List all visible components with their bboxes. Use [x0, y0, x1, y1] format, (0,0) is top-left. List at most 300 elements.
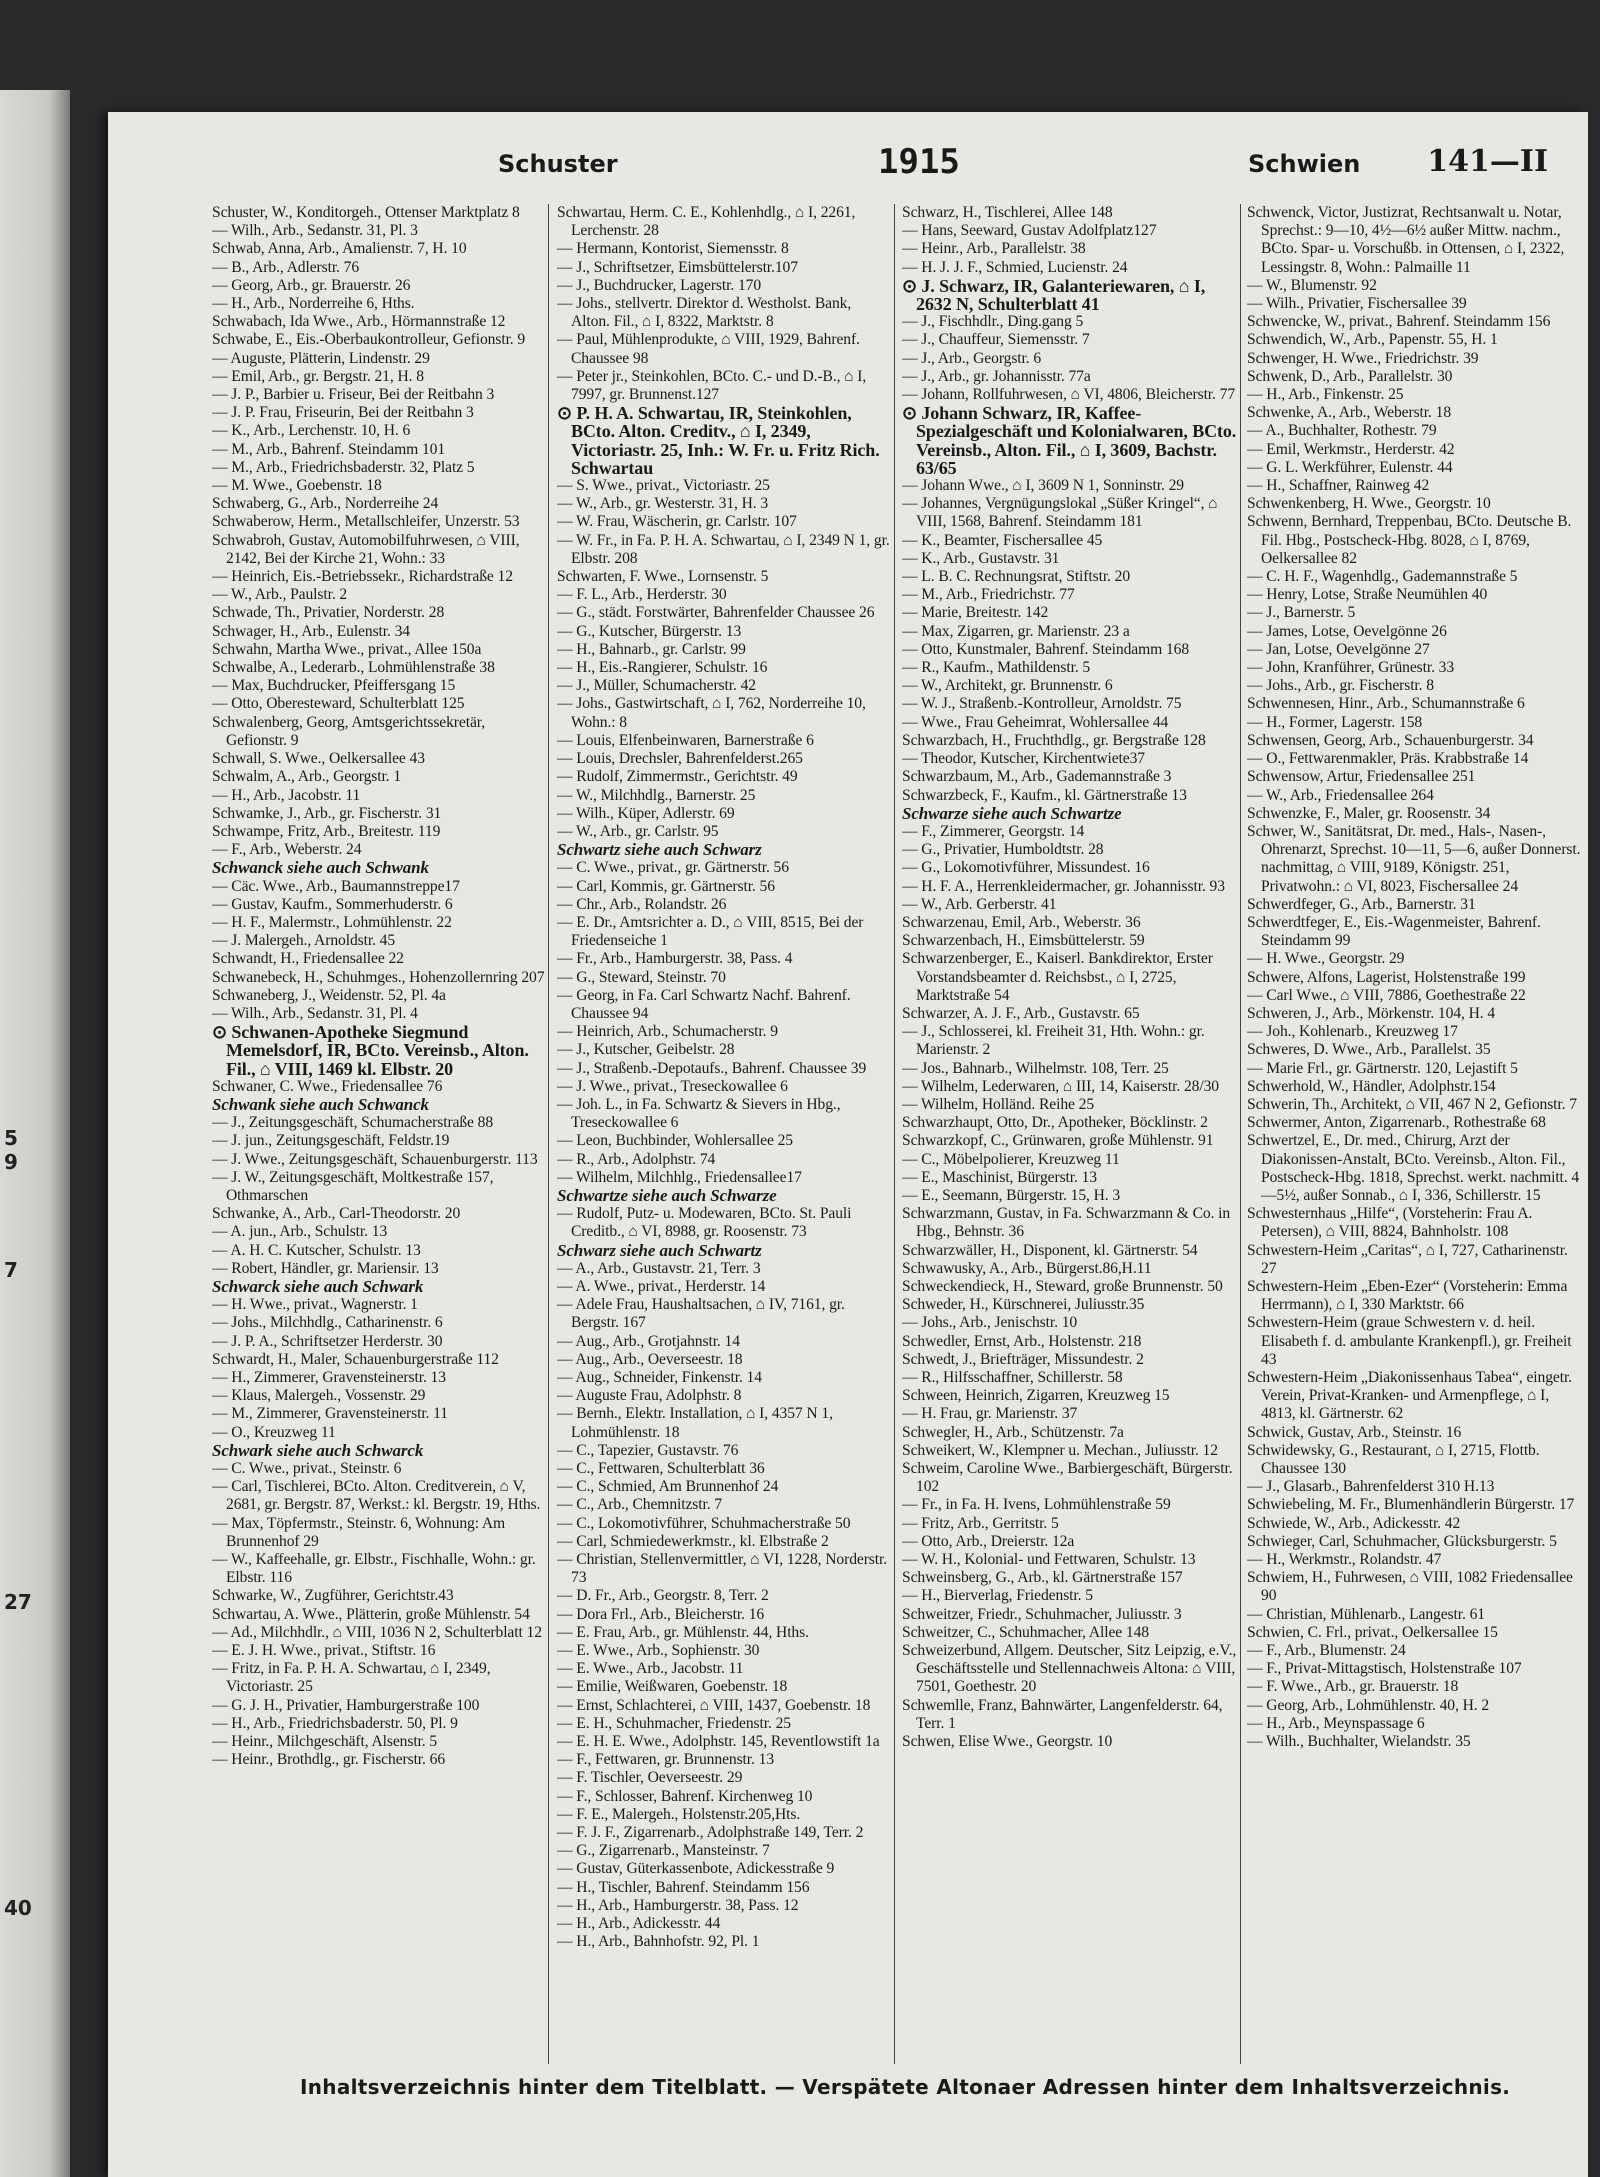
directory-entry: — W. Frau, Wäscherin, gr. Carlstr. 107	[557, 513, 797, 531]
directory-entry: Schwerdtfeger, E., Eis.-Wagenmeister, Bahrenf. Steindamm 99	[1247, 913, 1541, 950]
directory-entry: — W. J., Straßenb.-Kontrolleur, Arnoldstr. 75	[902, 695, 1182, 713]
directory-entry: — J. P. A., Schriftsetzer Herderstr. 30	[212, 1332, 443, 1350]
directory-entry: — M., Arb., Friedrichsbaderstr. 32, Platz 5	[212, 458, 475, 476]
directory-entry: Schweikert, W., Klempner u. Mechan., Juliusstr. 12	[902, 1441, 1218, 1459]
page-footer: Inhaltsverzeichnis hinter dem Titelblatt. — Verspätete Altonaer Adressen hinter dem Inhaltsverzeichnis.	[300, 2075, 1511, 2099]
directory-entry: — G. J. H., Privatier, Hamburgerstraße 100	[212, 1696, 480, 1714]
directory-entry: — Heinrich, Arb., Schumacherstr. 9	[557, 1023, 778, 1041]
directory-entry: Schwalenberg, Georg, Amtsgerichtssekretär, Gefionstr. 9	[212, 713, 486, 749]
directory-entry: Schwenger, H. Wwe., Friedrichstr. 39	[1247, 349, 1479, 367]
directory-entry: — Wilh., Arb., Sedanstr. 31, Pl. 3	[212, 222, 418, 240]
directory-entry: Schwanebeck, H., Schuhmges., Hohenzollernring 207	[212, 968, 545, 986]
directory-entry: Schwermer, Anton, Zigarrenarb., Rothestraße 68	[1247, 1114, 1546, 1132]
directory-entry: — G., Privatier, Humboldtstr. 28	[902, 841, 1104, 859]
directory-entry: — John, Kranführer, Grünestr. 33	[1247, 659, 1455, 677]
directory-entry: — A., Buchhalter, Rothestr. 79	[1247, 422, 1437, 440]
directory-entry: — Christian, Stellenvermittler, ⌂ VI, 1228, Norderstr. 73	[557, 1551, 888, 1587]
directory-entry: — M., Arb., Friedrichstr. 77	[902, 586, 1075, 604]
directory-entry: — Wilhelm, Lederwaren, ⌂ III, 14, Kaiserstr. 28/30	[902, 1077, 1219, 1095]
directory-entry: Schwiebeling, M. Fr., Blumenhändlerin Bürgerstr. 17	[1247, 1496, 1575, 1514]
directory-entry: — Gustav, Kaufm., Sommerhuderstr. 6	[212, 895, 453, 913]
directory-entry: — C. Wwe., privat., Steinstr. 6	[212, 1460, 402, 1478]
directory-entry: — G., städt. Forstwärter, Bahrenfelder Chaussee 26	[557, 604, 875, 622]
directory-entry: Schwabe, E., Eis.-Oberbaukontrolleur, Gefionstr. 9	[212, 331, 526, 349]
directory-entry: — Johannes, Vergnügungslokal „Süßer Kringel“, ⌂ VIII, 1568, Bahrenf. Steindamm 181	[902, 495, 1218, 531]
directory-entry: Schwidewsky, G., Restaurant, ⌂ I, 2715, Flottb. Chaussee 130	[1247, 1441, 1540, 1478]
directory-entry: Schwager, H., Arb., Eulenstr. 34	[212, 622, 410, 640]
directory-entry: — H., Arb., Hamburgerstr. 38, Pass. 12	[557, 1896, 799, 1914]
directory-entry: — K., Arb., Gustavstr. 31	[902, 549, 1060, 567]
directory-entry: — H., Former, Lagerstr. 158	[1247, 713, 1423, 731]
directory-entry: — Peter jr., Steinkohlen, BCto. C.- und D.-B., ⌂ I, 7997, gr. Brunnenst.127	[557, 367, 867, 404]
directory-entry: — J., Straßenb.-Depotaufs., Bahrenf. Chaussee 39	[557, 1059, 867, 1077]
directory-entry: — Rudolf, Putz- u. Modewaren, BCto. St. Pauli Creditb., ⌂ VI, 8988, gr. Roosenstr. 73	[557, 1205, 852, 1241]
directory-entry: — O., Kreuzweg 11	[212, 1423, 336, 1441]
directory-entry: — H. F. A., Herrenkleidermacher, gr. Johannisstr. 93	[902, 877, 1225, 895]
directory-entry: — A. Wwe., privat., Herderstr. 14	[557, 1277, 766, 1295]
directory-entry: Schwestern-Heim (graue Schwestern v. d. heil. Elisabeth f. d. ambulante Krankenpfl.), gr. Freiheit 43	[1247, 1314, 1572, 1368]
company-entry: ⊙ Johann Schwarz, IR, Kaffee-Spezialgeschäft und Kolonialwaren, BCto. Vereinsb., Alton. Fil., ⌂ I, 3609, Bachstr. 63/65	[902, 403, 1237, 478]
directory-entry: — J. Wwe., Zeitungsgeschäft, Schauenburgerstr. 113	[212, 1150, 538, 1168]
directory-entry: — Ernst, Schlachterei, ⌂ VIII, 1437, Goebenstr. 18	[557, 1696, 871, 1714]
directory-entry: — E. Wwe., Arb., Jacobstr. 11	[557, 1660, 744, 1678]
directory-entry: — C., Schmied, Am Brunnenhof 24	[557, 1478, 779, 1496]
directory-entry: — Louis, Drechsler, Bahrenfelderst.265	[557, 750, 803, 768]
directory-entry: — Johs., Arb., Jenischstr. 10	[902, 1314, 1078, 1332]
directory-entry: — E., Maschinist, Bürgerstr. 13	[902, 1168, 1097, 1186]
directory-entry: — W., Arb., gr. Carlstr. 95	[557, 822, 719, 840]
directory-entry: — Emilie, Weißwaren, Goebenstr. 18	[557, 1678, 788, 1696]
directory-entry: — Marie, Breitestr. 142	[902, 604, 1049, 622]
directory-entry: Schwalm, A., Arb., Georgstr. 1	[212, 768, 402, 786]
directory-entry: Schwere, Alfons, Lagerist, Holstenstraße 199	[1247, 968, 1526, 986]
directory-entry: Schwarz, H., Tischlerei, Allee 148	[902, 204, 1113, 221]
directory-entry: — H. Wwe., Georgstr. 29	[1247, 950, 1405, 968]
directory-entry: — Johs., stellvertr. Direktor d. Westholst. Bank, Alton. Fil., ⌂ I, 8322, Marktstr. 8	[557, 295, 852, 331]
directory-entry: — Henry, Lotse, Straße Neumühlen 40	[1247, 586, 1488, 604]
directory-entry: Schwemlle, Franz, Bahnwärter, Langenfelderstr. 64, Terr. 1	[902, 1696, 1223, 1732]
directory-entry: — Wilh., Buchhalter, Wielandstr. 35	[1247, 1733, 1471, 1751]
directory-entry: — E. Dr., Amtsrichter a. D., ⌂ VIII, 8515, Bei der Friedenseiche 1	[557, 913, 864, 950]
page-header	[168, 142, 1548, 194]
directory-entry: — R., Arb., Adolphstr. 74	[557, 1150, 716, 1168]
directory-entry: — W., Milchhdlg., Barnerstr. 25	[557, 786, 756, 804]
directory-entry: Schweitzer, C., Schuhmacher, Allee 148	[902, 1623, 1149, 1641]
directory-entry: — J., Zeitungsgeschäft, Schumacherstraße 88	[212, 1114, 494, 1132]
directory-entry: — Heinr., Brothdlg., gr. Fischerstr. 66	[212, 1751, 446, 1769]
directory-entry: Schwaneberg, J., Weidenstr. 52, Pl. 4a	[212, 986, 446, 1004]
directory-entry: — Auguste Frau, Adolphstr. 8	[557, 1387, 742, 1405]
directory-entry: Schwendich, W., Arb., Papenstr. 55, H. 1	[1247, 331, 1498, 349]
directory-entry: — Max, Zigarren, gr. Marienstr. 23 a	[902, 622, 1130, 640]
directory-entry: — J. jun., Zeitungsgeschäft, Feldstr.19	[212, 1132, 450, 1150]
directory-entry: — J., Chauffeur, Siemensstr. 7	[902, 331, 1090, 349]
directory-entry: — W., Arb., gr. Westerstr. 31, H. 3	[557, 495, 769, 513]
directory-entry: — Heinr., Arb., Parallelstr. 38	[902, 240, 1086, 258]
directory-entry: — C., Fettwaren, Schulterblatt 36	[557, 1460, 765, 1478]
directory-entry: Schwenkenberg, H. Wwe., Georgstr. 10	[1247, 495, 1491, 513]
directory-entry: Schwartau, Herm. C. E., Kohlenhdlg., ⌂ I, 2261, Lerchenstr. 28	[557, 204, 856, 240]
directory-entry: Schwestern-Heim „Caritas“, ⌂ I, 727, Catharinenstr. 27	[1247, 1241, 1568, 1277]
directory-entry: — H., Arb., Jacobstr. 11	[212, 786, 361, 804]
directory-entry: Schwarzer, A. J. F., Arb., Gustavstr. 65	[902, 1004, 1140, 1022]
directory-entry: — M., Zimmerer, Gravensteinerstr. 11	[212, 1405, 448, 1423]
directory-entry: — Fritz, in Fa. P. H. A. Schwartau, ⌂ I, 2349, Victoriastr. 25	[212, 1660, 491, 1696]
directory-entry: — W., Arb., Friedensallee 264	[1247, 786, 1434, 804]
directory-entry: Schwarke, W., Zugführer, Gerichtstr.43	[212, 1587, 454, 1605]
directory-entry: — H., Arb., Finkenstr. 25	[1247, 386, 1404, 404]
directory-entry: Schwenke, A., Arb., Weberstr. 18	[1247, 404, 1452, 422]
directory-entry: — C., Lokomotivführer, Schuhmacherstraße 50	[557, 1514, 851, 1532]
directory-entry: — G., Steward, Steinstr. 70	[557, 968, 726, 986]
directory-entry: — Johs., Gastwirtschaft, ⌂ I, 762, Norderreihe 10, Wohn.: 8	[557, 695, 866, 731]
directory-entry: — G., Zigarrenarb., Mansteinstr. 7	[557, 1842, 770, 1860]
directory-entry: — J. Wwe., privat., Treseckowallee 6	[557, 1077, 788, 1095]
directory-entry: Schwanke, A., Arb., Carl-Theodorstr. 20	[212, 1205, 461, 1223]
directory-entry: — W., Blumenstr. 92	[1247, 276, 1377, 294]
directory-entry: Schwarzbach, H., Fruchthdlg., gr. Bergstraße 128	[902, 731, 1206, 749]
directory-entry: Schwawusky, A., Arb., Bürgerst.86,H.11	[902, 1259, 1152, 1277]
directory-entry: — Wwe., Frau Geheimrat, Wohlersallee 44	[902, 713, 1169, 731]
cross-reference: Schwark siehe auch Schwarck	[212, 1440, 424, 1460]
directory-entry: — B., Arb., Adlerstr. 76	[212, 258, 360, 276]
directory-entry: — E. Frau, Arb., gr. Mühlenstr. 44, Hths.	[557, 1623, 809, 1641]
margin-number: 27	[4, 1590, 32, 1614]
directory-entry: — Otto, Kunstmaler, Bahrenf. Steindamm 168	[902, 640, 1190, 658]
directory-entry: — F., Schlosser, Bahrenf. Kirchenweg 10	[557, 1787, 813, 1805]
directory-entry: Schwenn, Bernhard, Treppenbau, BCto. Deutsche B. Fil. Hbg., Postscheck-Hbg. 8028, ⌂ I, 8769, Oelkersallee 82	[1247, 513, 1572, 567]
column-4	[1247, 204, 1582, 2074]
cross-reference: Schwarck siehe auch Schwark	[212, 1276, 424, 1296]
directory-entry: — Georg, in Fa. Carl Schwartz Nachf. Bahrenf. Chaussee 94	[557, 986, 851, 1022]
directory-entry: — Christian, Mühlenarb., Langestr. 61	[1247, 1605, 1485, 1623]
directory-entry: — O., Fettwarenmakler, Präs. Krabbstraße 14	[1247, 750, 1529, 768]
company-entry: ⊙ Schwanen-Apotheke Siegmund Memelsdorf, IR, BCto. Vereinsb., Alton. Fil., ⌂ VIII, 1469 kl. Elbstr. 20	[212, 1022, 529, 1079]
directory-entry: Schwerin, Th., Architekt, ⌂ VII, 467 N 2, Gefionstr. 7	[1247, 1095, 1577, 1113]
directory-entry: Schwampe, Fritz, Arb., Breitestr. 119	[212, 822, 441, 840]
directory-entry: — Wilhelm, Holländ. Reihe 25	[902, 1095, 1095, 1113]
directory-entry: Schwarzenau, Emil, Arb., Weberstr. 36	[902, 913, 1141, 931]
directory-entry: — H., Bierverlag, Friedenstr. 5	[902, 1587, 1093, 1605]
directory-entry: — C. Wwe., privat., gr. Gärtnerstr. 56	[557, 859, 789, 877]
directory-entry: Schwesternhaus „Hilfe“, (Vorsteherin: Frau A. Petersen), ⌂ VIII, 8824, Bahnholstr. 108	[1247, 1205, 1533, 1241]
directory-entry: — Heinrich, Eis.-Betriebssekr., Richardstraße 12	[212, 568, 513, 586]
directory-entry: Schwarzenbach, H., Eimsbüttelerstr. 59	[902, 932, 1145, 950]
directory-entry: — C., Arb., Chemnitzstr. 7	[557, 1496, 723, 1514]
directory-entry: — W., Architekt, gr. Brunnenstr. 6	[902, 677, 1113, 695]
directory-entry: Schwaberow, Herm., Metallschleifer, Unzerstr. 53	[212, 513, 520, 531]
cross-reference: Schwarze siehe auch Schwartze	[902, 803, 1122, 823]
directory-entry: — Wilhelm, Milchhlg., Friedensallee17	[557, 1168, 802, 1186]
directory-entry: — H. Frau, gr. Marienstr. 37	[902, 1405, 1078, 1423]
directory-entry: — J., Barnerstr. 5	[1247, 604, 1356, 622]
directory-entry: Schwedt, J., Briefträger, Missundestr. 2	[902, 1350, 1144, 1368]
cross-reference: Schwartze siehe auch Schwarze	[557, 1185, 777, 1205]
directory-entry: — H., Bahnarb., gr. Carlstr. 99	[557, 640, 746, 658]
directory-entry: — Otto, Arb., Dreierstr. 12a	[902, 1532, 1075, 1550]
company-entry: ⊙ J. Schwarz, IR, Galanteriewaren, ⌂ I, 2632 N, Schulterblatt 41	[902, 275, 1206, 315]
directory-entry: — Dora Frl., Arb., Bleicherstr. 16	[557, 1605, 765, 1623]
directory-entry: — H., Arb., Bahnhofstr. 92, Pl. 1	[557, 1933, 760, 1951]
directory-entry: — F. Tischler, Oeverseestr. 29	[557, 1769, 743, 1787]
directory-entry: Schwarten, F. Wwe., Lornsenstr. 5	[557, 568, 769, 586]
directory-entry: — W., Kaffeehalle, gr. Elbstr., Fischhalle, Wohn.: gr. Elbstr. 116	[212, 1551, 536, 1587]
directory-entry: — M., Arb., Bahrenf. Steindamm 101	[212, 440, 446, 458]
directory-entry: Schweres, D. Wwe., Arb., Parallelst. 35	[1247, 1041, 1491, 1059]
directory-entry: — J. Malergeh., Arnoldstr. 45	[212, 932, 396, 950]
directory-entry: — K., Arb., Lerchenstr. 10, H. 6	[212, 422, 411, 440]
previous-page-strip	[0, 90, 70, 2177]
directory-entry: — E., Seemann, Bürgerstr. 15, H. 3	[902, 1186, 1121, 1204]
directory-entry: — W., Arb., Paulstr. 2	[212, 586, 348, 604]
directory-entry: — H., Arb., Norderreihe 6, Hths.	[212, 295, 415, 313]
directory-entry: — J., Schlosserei, kl. Freiheit 31, Hth. Wohn.: gr. Marienstr. 2	[902, 1023, 1205, 1059]
directory-entry: Schwieger, Carl, Schuhmacher, Glücksburgerstr. 5	[1247, 1532, 1557, 1550]
directory-entry: Schweizerbund, Allgem. Deutscher, Sitz Leipzig, e.V., Geschäftsstelle und Stellennachweis Altona: ⌂ VIII, 7501, Goethestr. 20	[902, 1642, 1237, 1696]
directory-entry: — Adele Frau, Haushaltsachen, ⌂ IV, 7161, gr. Bergstr. 167	[557, 1296, 845, 1332]
directory-entry: Schwamke, J., Arb., gr. Fischerstr. 31	[212, 804, 442, 822]
directory-entry: — J., Fischhdlr., Ding.gang 5	[902, 313, 1084, 331]
directory-entry: — Emil, Arb., gr. Bergstr. 21, H. 8	[212, 367, 424, 385]
directory-entry: Schwencke, W., privat., Bahrenf. Steindamm 156	[1247, 313, 1551, 331]
directory-entry: — H., Schaffner, Rainweg 42	[1247, 477, 1430, 495]
directory-entry: Schwalbe, A., Lederarb., Lohmühlenstraße 38	[212, 659, 495, 677]
directory-entry: — Fr., in Fa. H. Ivens, Lohmühlenstraße 59	[902, 1496, 1171, 1514]
directory-entry: — J., Schriftsetzer, Eimsbüttelerstr.107	[557, 258, 798, 276]
directory-entry: Schweinsberg, G., Arb., kl. Gärtnerstraße 157	[902, 1569, 1183, 1587]
directory-entry: — W., Arb. Gerberstr. 41	[902, 895, 1057, 913]
directory-entry: — L. B. C. Rechnungsrat, Stiftstr. 20	[902, 568, 1131, 586]
directory-entry: — Hans, Seeward, Gustav Adolfplatz127	[902, 222, 1157, 240]
directory-entry: — W. H., Kolonial- und Fettwaren, Schulstr. 13	[902, 1551, 1196, 1569]
directory-entry: Schwarzmann, Gustav, in Fa. Schwarzmann & Co. in Hbg., Behnstr. 36	[902, 1205, 1231, 1241]
directory-entry: — G., Kutscher, Bürgerstr. 13	[557, 622, 742, 640]
column-2	[557, 204, 892, 2074]
directory-entry: Schwiem, H., Fuhrwesen, ⌂ VIII, 1082 Friedensallee 90	[1247, 1569, 1573, 1605]
directory-entry: Schwiede, W., Arb., Adickesstr. 42	[1247, 1514, 1461, 1532]
directory-entry: — Carl Wwe., ⌂ VIII, 7886, Goethestraße 22	[1247, 986, 1526, 1004]
directory-entry: Schwedler, Ernst, Arb., Holstenstr. 218	[902, 1332, 1142, 1350]
directory-entry: Schwestern-Heim „Eben-Ezer“ (Vorsteherin: Emma Herrmann), ⌂ I, 330 Marktstr. 66	[1247, 1277, 1568, 1314]
directory-entry: Schweckendieck, H., Steward, große Brunnenstr. 50	[902, 1277, 1223, 1295]
directory-entry: — J., Arb., gr. Johannisstr. 77a	[902, 367, 1091, 385]
page-number: 141—II	[1427, 144, 1548, 179]
directory-entry: Schwandt, H., Friedensallee 22	[212, 950, 404, 968]
directory-entry: — C. H. F., Wagenhdlg., Gademannstraße 5	[1247, 568, 1518, 586]
directory-entry: — F. Wwe., Arb., gr. Brauerstr. 18	[1247, 1678, 1459, 1696]
directory-entry: Schwarzbaum, M., Arb., Gademannstraße 3	[902, 768, 1172, 786]
directory-entry: — H., Tischler, Bahrenf. Steindamm 156	[557, 1878, 810, 1896]
directory-entry: — H. F., Malermstr., Lohmühlenstr. 22	[212, 913, 452, 931]
directory-entry: — Gustav, Güterkassenbote, Adickesstraße 9	[557, 1860, 835, 1878]
directory-entry: — Wilh., Privatier, Fischersallee 39	[1247, 295, 1467, 313]
directory-entry: — Georg, Arb., gr. Brauerstr. 26	[212, 276, 411, 294]
directory-entry: — H., Eis.-Rangierer, Schulstr. 16	[557, 659, 768, 677]
directory-entry: — Louis, Elfenbeinwaren, Barnerstraße 6	[557, 731, 814, 749]
directory-entry: — C., Tapezier, Gustavstr. 76	[557, 1441, 739, 1459]
header-last-entry: Schwien	[1248, 150, 1361, 178]
directory-entry: — J. P. Frau, Friseurin, Bei der Reitbahn 3	[212, 404, 474, 422]
directory-entry: Schwick, Gustav, Arb., Steinstr. 16	[1247, 1423, 1462, 1441]
directory-entry: — Marie Frl., gr. Gärtnerstr. 120, Lejastift 5	[1247, 1059, 1518, 1077]
directory-entry: — Emil, Werkmstr., Herderstr. 42	[1247, 440, 1455, 458]
directory-entry: Schwartau, A. Wwe., Plätterin, große Mühlenstr. 54	[212, 1605, 530, 1623]
directory-entry: — Johs., Arb., gr. Fischerstr. 8	[1247, 677, 1434, 695]
directory-entry: — Johs., Milchhdlg., Catharinenstr. 6	[212, 1314, 443, 1332]
directory-entry: — H., Zimmerer, Gravensteinerstr. 13	[212, 1369, 446, 1386]
directory-entry: — Carl, Schmiedewerkmstr., kl. Elbstraße 2	[557, 1532, 829, 1550]
directory-entry: Schween, Heinrich, Zigarren, Kreuzweg 15	[902, 1387, 1170, 1405]
directory-entry: Schwestern-Heim „Diakonissenhaus Tabea“, eingetr. Verein, Privat-Kranken- und Armenpflege, ⌂ I, 4813, kl. Gärtnerstr. 62	[1247, 1369, 1572, 1423]
directory-entry: Schwarzenberger, E., Kaiserl. Bankdirektor, Erster Vorstandsbeamter d. Reichsbst., ⌂ I, 2725, Marktstraße 54	[902, 950, 1213, 1004]
directory-entry: — Wilh., Küper, Adlerstr. 69	[557, 804, 735, 822]
directory-entry: — H. Wwe., privat., Wagnerstr. 1	[212, 1296, 418, 1314]
directory-entry: — M. Wwe., Goebenstr. 18	[212, 477, 382, 495]
directory-entry: — F. E., Malergeh., Holstenstr.205,Hts.	[557, 1805, 801, 1823]
directory-entry: Schwahn, Martha Wwe., privat., Allee 150a	[212, 640, 482, 658]
directory-entry: — F., Arb., Weberstr. 24	[212, 841, 362, 859]
directory-entry: Schwenzke, F., Maler, gr. Roosenstr. 34	[1247, 804, 1491, 822]
directory-entry: — Klaus, Malergeh., Vossenstr. 29	[212, 1387, 426, 1405]
directory-entry: — Rudolf, Zimmermstr., Gerichtstr. 49	[557, 768, 798, 786]
directory-entry: — Robert, Händler, gr. Mariensir. 13	[212, 1259, 439, 1277]
directory-entry: — E. J. H. Wwe., privat., Stiftstr. 16	[212, 1642, 436, 1660]
directory-entry: — Fritz, Arb., Gerritstr. 5	[902, 1514, 1059, 1532]
directory-entry: — C., Möbelpolierer, Kreuzweg 11	[902, 1150, 1120, 1168]
directory-entry: — H., Arb., Friedrichsbaderstr. 50, Pl. 9	[212, 1714, 458, 1732]
directory-entry: — Jos., Bahnarb., Wilhelmstr. 108, Terr. 25	[902, 1059, 1169, 1077]
directory-entry: Schwennesen, Hinr., Arb., Schumannstraße 6	[1247, 695, 1525, 713]
directory-entry: — Leon, Buchbinder, Wohlersallee 25	[557, 1132, 793, 1150]
directory-entry: Schwall, S. Wwe., Oelkersallee 43	[212, 750, 425, 768]
directory-entry: — Max, Töpfermstr., Steinstr. 6, Wohnung: Am Brunnenhof 29	[212, 1514, 506, 1550]
directory-entry: Schwensen, Georg, Arb., Schauenburgerstr. 34	[1247, 731, 1534, 749]
directory-entry: — F., Arb., Blumenstr. 24	[1247, 1642, 1406, 1660]
directory-entry: — E. Wwe., Arb., Sophienstr. 30	[557, 1642, 760, 1660]
directory-entry: — G. L. Werkführer, Eulenstr. 44	[1247, 458, 1453, 476]
directory-entry: Schwenck, Victor, Justizrat, Rechtsanwalt u. Notar, Sprechst.: 9—10, 4½—6½ außer Mittw. nachm., BCto. Spar- u. Vorschußb. in Ottensen, ⌂ I, 2322, Lessingstr. 8, Wohn.: Palmaille 11	[1247, 204, 1565, 276]
directory-entry: — K., Beamter, Fischersallee 45	[902, 531, 1103, 549]
directory-entry: — G., Lokomotivführer, Missundest. 16	[902, 859, 1150, 877]
directory-entry: — Joh. L., in Fa. Schwartz & Sievers in Hbg., Treseckowallee 6	[557, 1095, 841, 1132]
directory-entry: — R., Kaufm., Mathildenstr. 5	[902, 659, 1091, 677]
column-3	[902, 204, 1237, 2074]
directory-entry: Schwabach, Ida Wwe., Arb., Hörmannstraße 12	[212, 313, 506, 331]
directory-entry: Schwegler, H., Arb., Schützenstr. 7a	[902, 1423, 1124, 1441]
directory-entry: — W. Fr., in Fa. P. H. A. Schwartau, ⌂ I, 2349 N 1, gr. Elbstr. 208	[557, 531, 890, 567]
directory-entry: — Joh., Kohlenarb., Kreuzweg 17	[1247, 1023, 1458, 1041]
directory-entry: — A. jun., Arb., Schulstr. 13	[212, 1223, 388, 1241]
directory-entry: Schwarzkopf, C., Grünwaren, große Mühlenstr. 91	[902, 1132, 1214, 1150]
margin-number: 40	[4, 1896, 32, 1920]
margin-number: 7	[4, 1258, 18, 1282]
directory-entry: — J., Kutscher, Geibelstr. 28	[557, 1041, 735, 1059]
directory-entry: — F., Zimmerer, Georgstr. 14	[902, 822, 1085, 840]
directory-entry: — Chr., Arb., Rolandstr. 26	[557, 895, 727, 913]
directory-entry: — Johann Wwe., ⌂ I, 3609 N 1, Sonninstr. 29	[902, 477, 1184, 495]
directory-entry: — Otto, Oberesteward, Schulterblatt 125	[212, 695, 465, 713]
cross-reference: Schwarz siehe auch Schwartz	[557, 1240, 762, 1260]
directory-entry: Schweder, H., Kürschnerei, Juliusstr.35	[902, 1296, 1145, 1314]
directory-entry: — F., Privat-Mittagstisch, Holstenstraße 107	[1247, 1660, 1522, 1678]
cross-reference: Schwanck siehe auch Schwank	[212, 858, 429, 878]
directory-entry: Schwer, W., Sanitätsrat, Dr. med., Hals-, Nasen-, Ohrenarzt, Sprechst. 10—11, 5—6, außer Donnerst. nachmittag, ⌂ VIII, 9189, Königstr. 251, Privatwohn.: ⌂ VI, 8023, Fischersallee 24	[1247, 822, 1581, 895]
directory-entry: — F. J. F., Zigarrenarb., Adolphstraße 149, Terr. 2	[557, 1824, 864, 1842]
directory-entry: — Hermann, Kontorist, Siemensstr. 8	[557, 240, 789, 258]
header-year: 1915	[878, 142, 960, 182]
directory-entry: — Aug., Arb., Grotjahnstr. 14	[557, 1332, 740, 1350]
directory-entry: Schwerdfeger, G., Arb., Barnerstr. 31	[1247, 895, 1476, 913]
directory-entry: Schwarzwäller, H., Disponent, kl. Gärtnerstr. 54	[902, 1241, 1198, 1259]
directory-entry: — H., Arb., Meynspassage 6	[1247, 1714, 1425, 1732]
directory-entry: — Heinr., Milchgeschäft, Alsenstr. 5	[212, 1733, 438, 1751]
directory-entry: — Jan, Lotse, Oevelgönne 27	[1247, 640, 1430, 658]
directory-entry: Schwabroh, Gustav, Automobilfuhrwesen, ⌂ VIII, 2142, Bei der Kirche 21, Wohn.: 33	[212, 531, 520, 567]
directory-entry: — Auguste, Plätterin, Lindenstr. 29	[212, 349, 430, 367]
cross-reference: Schwartz siehe auch Schwarz	[557, 840, 762, 860]
directory-entry: — Cäc. Wwe., Arb., Baumannstreppe17	[212, 877, 460, 895]
directory-entry: — James, Lotse, Oevelgönne 26	[1247, 622, 1447, 640]
directory-entry: — Aug., Arb., Oeverseestr. 18	[557, 1350, 743, 1368]
directory-entry: — J., Arb., Georgstr. 6	[902, 349, 1042, 367]
directory-entry: — A. H. C. Kutscher, Schulstr. 13	[212, 1241, 421, 1259]
directory-entry: — J., Buchdrucker, Lagerstr. 170	[557, 276, 762, 294]
directory-entry: Schwab, Anna, Arb., Amalienstr. 7, H. 10	[212, 240, 467, 258]
directory-entry: — Paul, Mühlenprodukte, ⌂ VIII, 1929, Bahrenf. Chaussee 98	[557, 331, 860, 367]
directory-entry: Schwarzbeck, F., Kaufm., kl. Gärtnerstraße 13	[902, 786, 1187, 804]
directory-entry: — Bernh., Elektr. Installation, ⌂ I, 4357 N 1, Lohmühlenstr. 18	[557, 1405, 833, 1441]
directory-entry: Schwen, Elise Wwe., Georgstr. 10	[902, 1733, 1113, 1751]
directory-entry: — Carl, Tischlerei, BCto. Alton. Creditverein, ⌂ V, 2681, gr. Bergstr. 87, Werkst.: kl. Bergstr. 19, Hths.	[212, 1478, 541, 1514]
directory-entry: — R., Hilfsschaffner, Schillerstr. 58	[902, 1369, 1123, 1386]
directory-entry: — Georg, Arb., Lohmühlenstr. 40, H. 2	[1247, 1696, 1490, 1714]
directory-entry: — Aug., Schneider, Finkenstr. 14	[557, 1369, 762, 1386]
directory-entry: — Wilh., Arb., Sedanstr. 31, Pl. 4	[212, 1004, 418, 1022]
cross-reference: Schwank siehe auch Schwanck	[212, 1094, 429, 1114]
directory-entry: Schwensow, Artur, Friedensallee 251	[1247, 768, 1476, 786]
directory-entry: — E. H., Schuhmacher, Friedenstr. 25	[557, 1714, 791, 1732]
directory-entry: Schwarzhaupt, Otto, Dr., Apotheker, Böcklinstr. 2	[902, 1114, 1208, 1132]
directory-entry: — Johann, Rollfuhrwesen, ⌂ VI, 4806, Bleicherstr. 77	[902, 386, 1236, 404]
directory-entry: Schweitzer, Friedr., Schuhmacher, Juliusstr. 3	[902, 1605, 1182, 1623]
company-entry: ⊙ P. H. A. Schwartau, IR, Steinkohlen, BCto. Alton. Creditv., ⌂ I, 2349, Victoriastr. 25, Inh.: W. Fr. u. Fritz Rich. Schwartau	[557, 403, 880, 478]
directory-entry: — H., Arb., Adickesstr. 44	[557, 1915, 721, 1933]
directory-entry: — J., Müller, Schumacherstr. 42	[557, 677, 756, 695]
directory-entry: Schuster, W., Konditorgeh., Ottenser Marktplatz 8	[212, 204, 520, 221]
directory-entry: — S. Wwe., privat., Victoriastr. 25	[557, 477, 770, 495]
directory-entry: Schweim, Caroline Wwe., Barbiergeschäft, Bürgerstr. 102	[902, 1460, 1233, 1496]
directory-entry: — H. J. J. F., Schmied, Lucienstr. 24	[902, 258, 1128, 276]
directory-entry: — Max, Buchdrucker, Pfeiffersgang 15	[212, 677, 456, 695]
directory-page	[108, 112, 1588, 2177]
directory-entry: Schwade, Th., Privatier, Norderstr. 28	[212, 604, 445, 622]
header-first-entry: Schuster	[498, 150, 618, 178]
directory-entry: Schweren, J., Arb., Mörkenstr. 104, H. 4	[1247, 1004, 1496, 1022]
directory-entry: — D. Fr., Arb., Georgstr. 8, Terr. 2	[557, 1587, 769, 1605]
directory-entry: Schwertzel, E., Dr. med., Chirurg, Arzt der Diakonissen-Anstalt, BCto. Vereinsb., Alton. Fil., Postscheck-Hbg. 1818, Sprechst. werkt. nachmitt. 4—5½, außer Sonnab., ⌂ I, 336, Schillerstr. 15	[1247, 1132, 1580, 1204]
margin-number: 5	[4, 1126, 18, 1150]
directory-entry: — A., Arb., Gustavstr. 21, Terr. 3	[557, 1259, 761, 1277]
directory-entry: — Theodor, Kutscher, Kirchentwiete37	[902, 750, 1145, 768]
directory-entry: — J., Glasarb., Bahrenfelderst 310 H.13	[1247, 1478, 1495, 1496]
directory-entry: — Carl, Kommis, gr. Gärtnerstr. 56	[557, 877, 775, 895]
directory-entry: — E. H. E. Wwe., Adolphstr. 145, Reventlowstift 1a	[557, 1733, 880, 1751]
directory-entry: Schwien, C. Frl., privat., Oelkersallee 15	[1247, 1623, 1498, 1641]
directory-columns	[212, 204, 1582, 2074]
directory-entry: Schwaner, C. Wwe., Friedensallee 76	[212, 1077, 443, 1095]
directory-entry: Schwenk, D., Arb., Parallelstr. 30	[1247, 367, 1453, 385]
directory-entry: Schwardt, H., Maler, Schauenburgerstraße 112	[212, 1350, 499, 1368]
